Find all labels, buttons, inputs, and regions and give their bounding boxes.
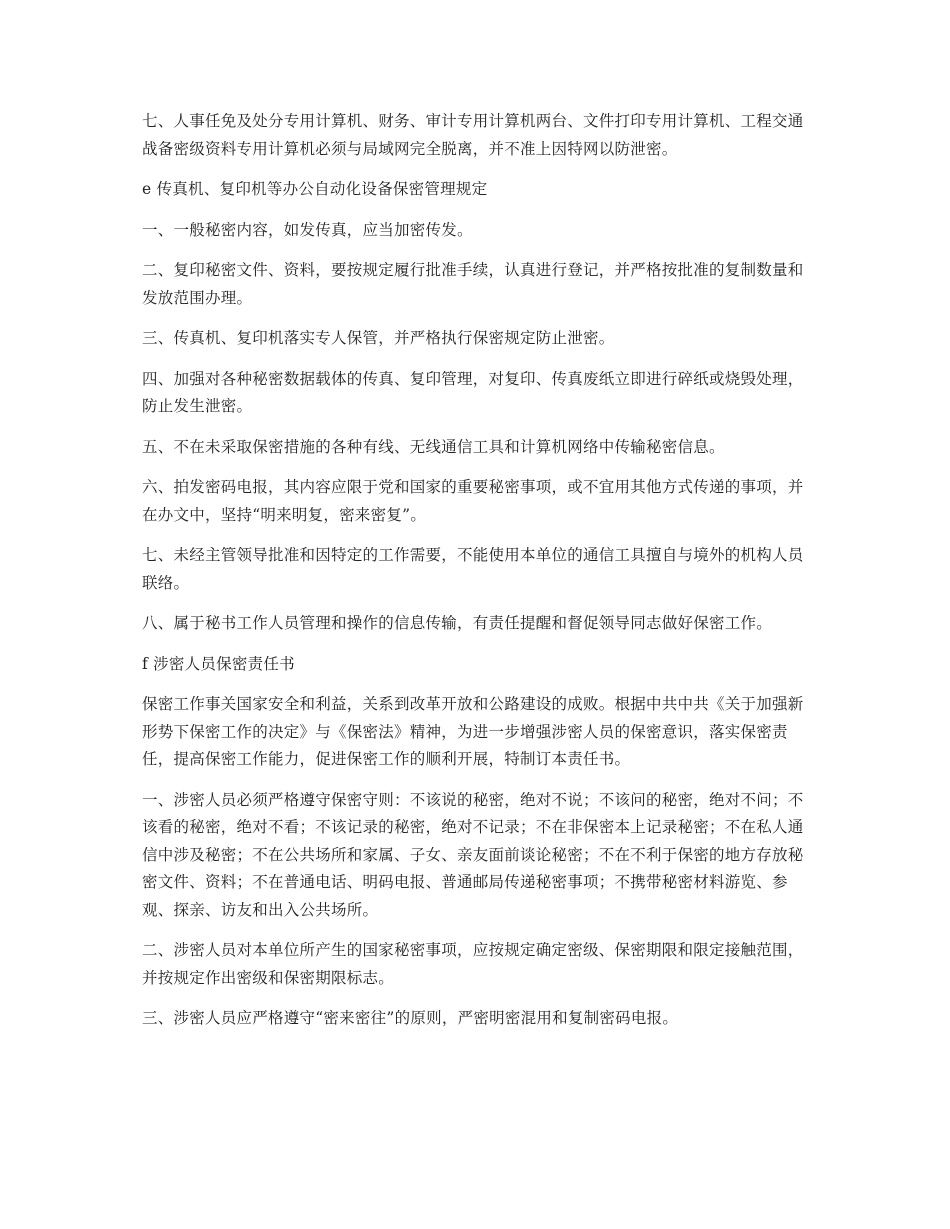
paragraph-rule-8: 八、属于秘书工作人员管理和操作的信息传输，有责任提醒和督促领导同志做好保密工作。 <box>142 614 773 632</box>
section-heading-fax-copier: e 传真机、复印机等办公自动化设备保密管理规定 <box>142 180 488 198</box>
section-heading-responsibility: f 涉密人员保密责任书 <box>142 654 295 673</box>
paragraph-rule-4: 四、加强对各种秘密数据载体的传真、复印管理，对复印、传真废纸立即进行碎纸或烧毁处理，防止发生泄密。 <box>142 369 804 415</box>
paragraph-rule-5: 五、不在未采取保密措施的各种有线、无线通信工具和计算机网络中传输秘密信息。 <box>142 437 725 456</box>
paragraph-rule-7: 七、未经主管领导批准和因特定的工作需要，不能使用本单位的通信工具擅自与境外的机构人员联络。 <box>142 546 804 592</box>
paragraph-rule-2: 二、复印秘密文件、资料，要按规定履行批准手续，认真进行登记，并严格按批准的复制数量和发放范围办理。 <box>142 261 804 307</box>
paragraph-duty-1: 一、涉密人员必须严格遵守保密守则：不该说的秘密，绝对不说；不该问的秘密，绝对不问；不该看的秘密，绝对不看；不该记录的秘密，绝对不记录；不在非保密本上记录秘密；不在私人通信中涉及秘密；不在公共场所和家属、子女、亲友面前谈论秘密；不在不利于保密的地方存放秘密文件、资料；不在普通电话、明码电报、普通邮局传递秘密事项；不携带秘密材料游览、参观、探亲、访友和出入公共场所。 <box>142 790 804 919</box>
paragraph-rule-3: 三、传真机、复印机落实专人保管，并严格执行保密规定防止泄密。 <box>142 329 615 347</box>
paragraph-computer-isolation: 七、人事任免及处分专用计算机、财务、审计专用计算机两台、文件打印专用计算机、工程交通战备密级资料专用计算机必须与局域网完全脱离，并不准上因特网以防泄密。 <box>142 112 804 158</box>
paragraph-duty-3: 三、涉密人员应严格遵守“密来密往”的原则，严密明密混用和复制密码电报。 <box>142 1009 679 1027</box>
paragraph-duty-2: 二、涉密人员对本单位所产生的国家秘密事项，应按规定确定密级、保密期限和限定接触范围，并按规定作出密级和保密期限标志。 <box>142 941 804 987</box>
paragraph-rule-1: 一、一般秘密内容，如发传真，应当加密传发。 <box>142 220 473 239</box>
paragraph-intro: 保密工作事关国家安全和利益，关系到改革开放和公路建设的成败。根据中共中共《关于加强新形势下保密工作的决定》与《保密法》精神，为进一步增强涉密人员的保密意识，落实保密责任，提高保密工作能力，促进保密工作的顺利开展，特制订本责任书。 <box>142 695 804 768</box>
paragraph-rule-6: 六、拍发密码电报，其内容应限于党和国家的重要秘密事项，或不宜用其他方式传递的事项，并在办文中，坚持“明来明复，密来密复”。 <box>142 478 804 524</box>
